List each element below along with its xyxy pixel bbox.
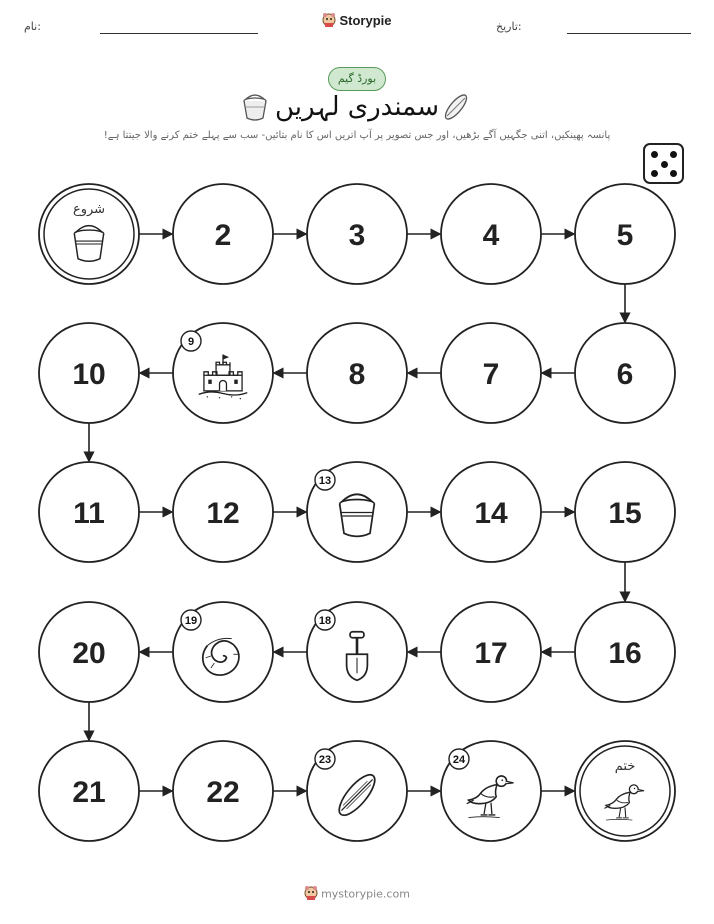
board-cell-7[interactable]	[441, 323, 541, 423]
storypie-logo-icon	[304, 885, 318, 904]
board-cell-8[interactable]	[307, 323, 407, 423]
board-cell-14[interactable]	[441, 462, 541, 562]
footer-url[interactable]: mystorypie.com	[321, 887, 410, 901]
cell-number: 11	[73, 497, 105, 530]
cell-number: 14	[474, 497, 508, 530]
cell-number: 10	[72, 358, 106, 391]
date-label: تاریخ:	[496, 20, 522, 33]
footer[interactable]	[0, 885, 714, 904]
board-cell-10[interactable]	[39, 323, 139, 423]
cell-number: 18	[318, 615, 332, 627]
cell-circle	[575, 741, 675, 841]
board-cell-16[interactable]	[575, 602, 675, 702]
board-cell-20[interactable]	[39, 602, 139, 702]
board-cell-15[interactable]	[575, 462, 675, 562]
bucket-icon	[74, 226, 103, 262]
cell-number: 7	[482, 358, 500, 391]
board-cell-21[interactable]	[39, 741, 139, 841]
cell-number: 12	[206, 497, 240, 530]
board-cell-2[interactable]	[173, 184, 273, 284]
page-title: سمندری لہریں	[274, 92, 439, 122]
board-cell-22[interactable]	[173, 741, 273, 841]
cell-number: 19	[184, 615, 198, 627]
cell-number: 5	[616, 219, 634, 252]
board-cell-12[interactable]	[173, 462, 273, 562]
board-cell-11[interactable]	[39, 462, 139, 562]
board-cell-24[interactable]	[441, 741, 541, 841]
cell-number: 13	[318, 475, 332, 487]
name-label: نام:	[24, 20, 41, 33]
start-label: شروع	[72, 202, 106, 217]
cell-number: 17	[474, 637, 508, 670]
board-cell-1[interactable]	[39, 184, 139, 284]
cell-number: 6	[616, 358, 634, 391]
board-game-badge: بورڈ گیم	[328, 67, 386, 91]
cell-number: 24	[452, 754, 466, 766]
board-cell-5[interactable]	[575, 184, 675, 284]
cell-number: 4	[482, 219, 500, 252]
cell-number: 21	[72, 776, 106, 809]
bucket-icon	[340, 494, 375, 536]
board-cell-13[interactable]	[307, 462, 407, 562]
cell-number: 3	[348, 219, 366, 252]
cell-number: 15	[608, 497, 642, 530]
cell-number: 23	[318, 754, 332, 766]
brand-name: Storypie	[339, 12, 392, 28]
cell-number: 2	[214, 219, 232, 252]
instructions: پانسہ پھینکیں، اتنی جگہیں آگے بڑھیں، اور جس تصویر پر آپ اتریں اس کا نام بتائیں- سب سے پہلے ختم کرنے والا جیتتا ہے!	[103, 130, 611, 141]
board-cell-18[interactable]	[307, 602, 407, 702]
cell-number: 8	[348, 358, 366, 391]
cell-number: 16	[608, 637, 642, 670]
board-cell-6[interactable]	[575, 323, 675, 423]
board-cell-9[interactable]	[173, 323, 273, 423]
board-cell-3[interactable]	[307, 184, 407, 284]
cell-number: 20	[72, 637, 106, 670]
finish-label: ختم	[614, 759, 636, 774]
board-cell-25[interactable]	[575, 741, 675, 841]
board-cell-23[interactable]	[307, 741, 407, 841]
board-cell-17[interactable]	[441, 602, 541, 702]
board-cell-4[interactable]	[441, 184, 541, 284]
board-cell-19[interactable]	[173, 602, 273, 702]
cell-number: 9	[187, 336, 195, 348]
cell-number: 22	[206, 776, 240, 809]
